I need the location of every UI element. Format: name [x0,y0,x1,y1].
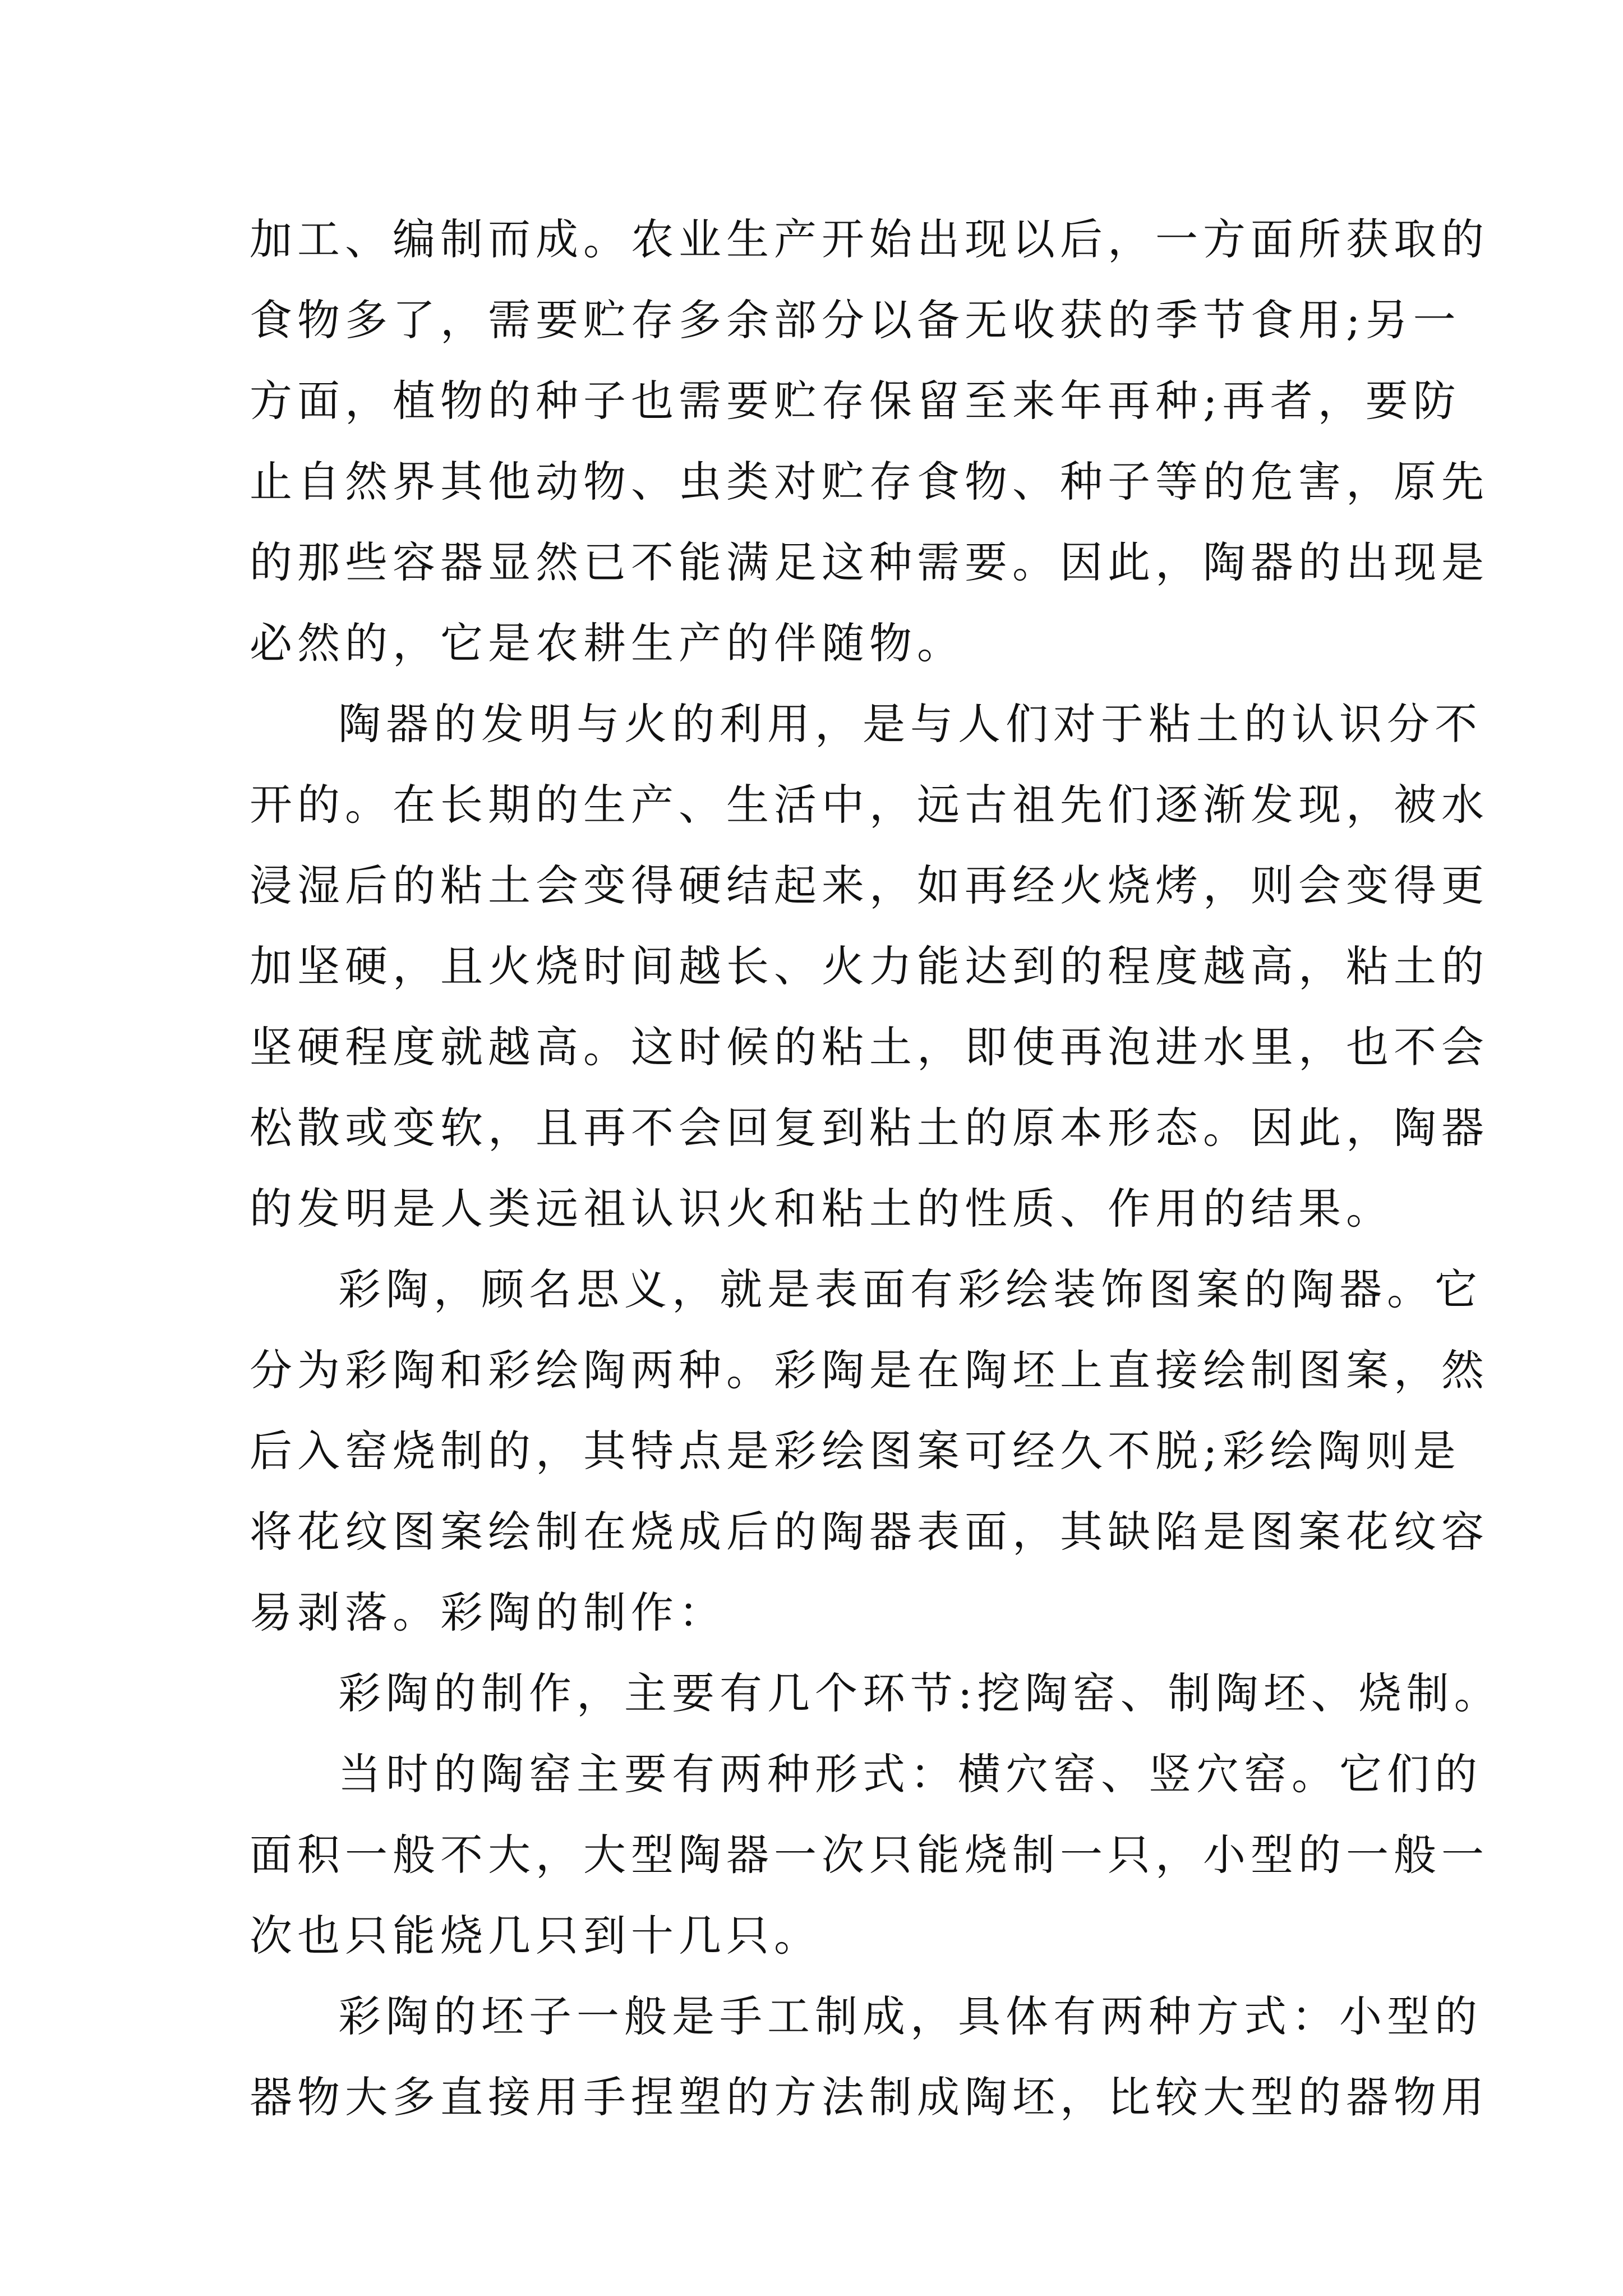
text-line: 浸湿后的粘土会变得硬结起来，如再经火烧烤，则会变得更 [250,861,1489,910]
text-line: 开的。在长期的生产、生活中，远古祖先们逐渐发现，被水 [250,780,1489,830]
paragraph-first-line: 彩陶，顾名思义，就是表面有彩绘装饰图案的陶器。它 [338,1264,1482,1314]
text-line: 食物多了，需要贮存多余部分以备无收获的季节食用;另一 [250,295,1461,345]
paragraph-first-line: 当时的陶窑主要有两种形式：横穴窑、竖穴窑。它们的 [338,1749,1482,1799]
paragraph-first-line: 彩陶的坯子一般是手工制成，具体有两种方式：小型的 [338,1991,1482,2041]
text-line: 后入窑烧制的，其特点是彩绘图案可经久不脱;彩绘陶则是 [250,1426,1461,1476]
text-line: 易剥落。彩陶的制作： [250,1588,726,1637]
paragraph-first-line: 陶器的发明与火的利用，是与人们对于粘土的认识分不 [338,699,1482,749]
body-text [250,199,1502,2138]
paragraph-first-line: 彩陶的制作，主要有几个环节:挖陶窑、制陶坯、烧制。 [338,1668,1502,1718]
text-line: 器物大多直接用手捏塑的方法制成陶坯，比较大型的器物用 [250,2072,1489,2122]
text-line: 的那些容器显然已不能满足这种需要。因此，陶器的出现是 [250,537,1489,587]
text-line: 方面，植物的种子也需要贮存保留至来年再种;再者，要防 [250,376,1461,426]
text-line: 的发明是人类远祖认识火和粘土的性质、作用的结果。 [250,1184,1394,1234]
text-line: 坚硬程度就越高。这时候的粘土，即使再泡进水里，也不会 [250,1022,1489,1072]
text-line: 次也只能烧几只到十几只。 [250,1911,822,1961]
text-line: 将花纹图案绘制在烧成后的陶器表面，其缺陷是图案花纹容 [250,1507,1489,1557]
text-line: 加坚硬，且火烧时间越长、火力能达到的程度越高，粘土的 [250,941,1489,991]
text-line: 加工、编制而成。农业生产开始出现以后，一方面所获取的 [250,214,1489,264]
text-line: 必然的，它是农耕生产的伴随物。 [250,618,965,668]
text-line: 面积一般不大，大型陶器一次只能烧制一只，小型的一般一 [250,1830,1489,1880]
text-line: 松散或变软，且再不会回复到粘土的原本形态。因此，陶器 [250,1103,1489,1153]
text-line: 止自然界其他动物、虫类对贮存食物、种子等的危害，原先 [250,457,1489,507]
text-line: 分为彩陶和彩绘陶两种。彩陶是在陶坯上直接绘制图案，然 [250,1345,1489,1395]
